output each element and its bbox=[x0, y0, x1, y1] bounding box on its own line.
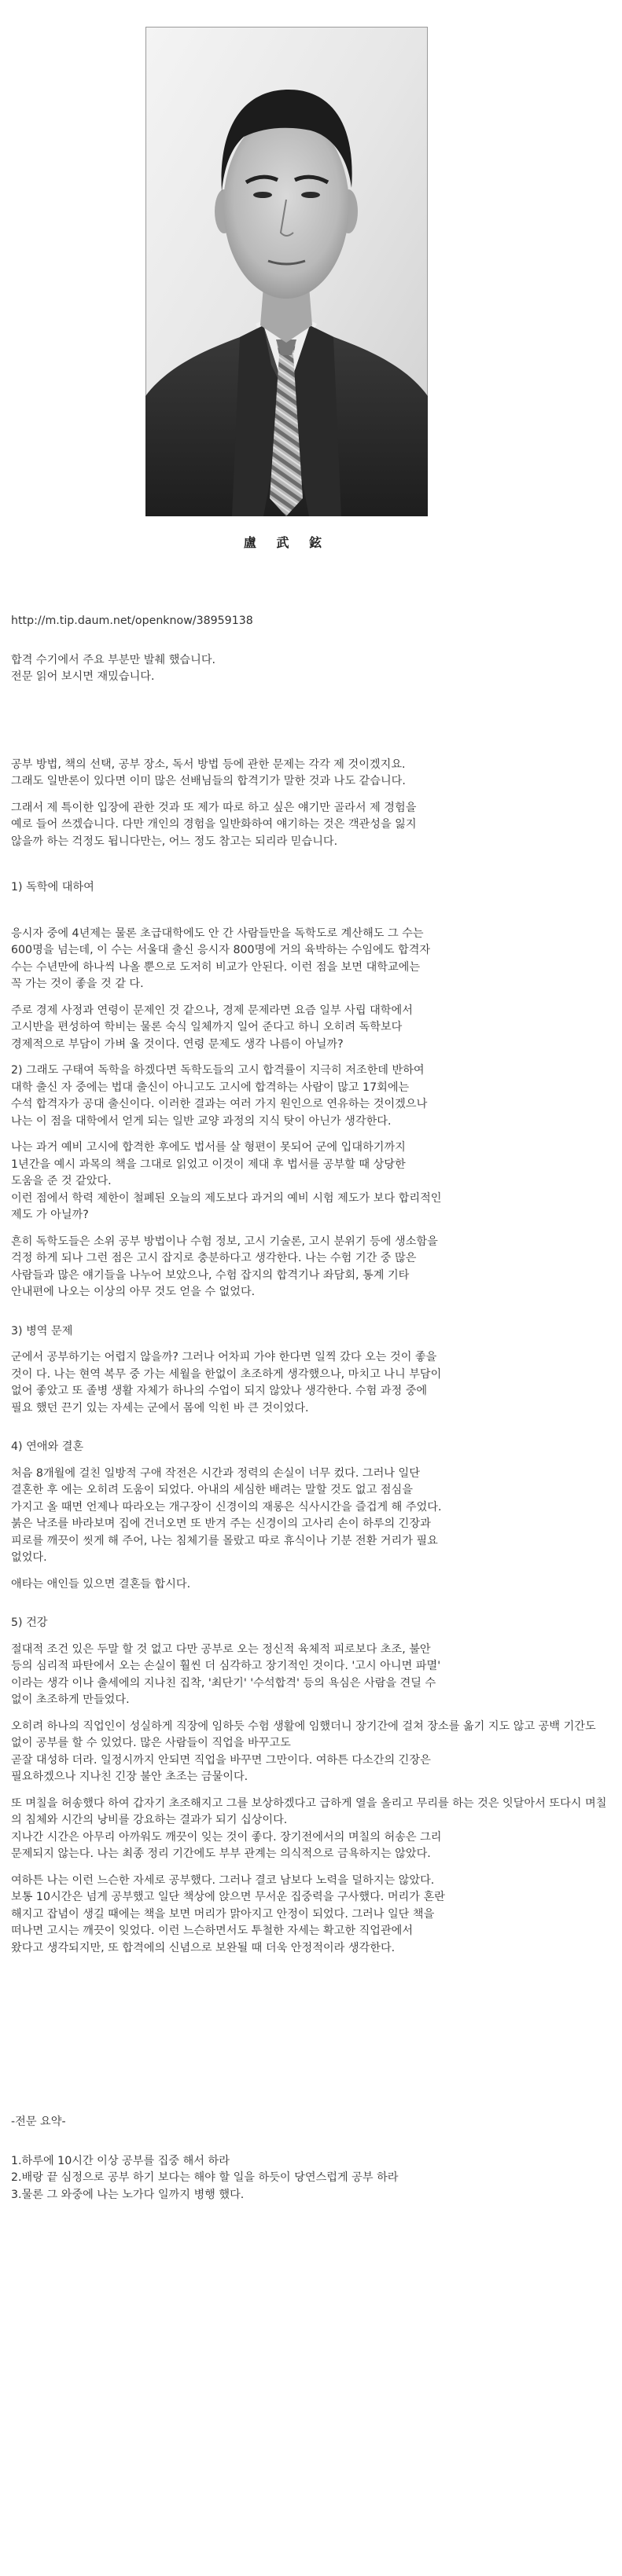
paragraph-method: 공부 방법, 책의 선택, 공부 장소, 독서 방법 등에 관한 문제는 각각 제 것이겠지요. 그래도 일반론이 있다면 이미 많은 선배님들의 합격기가 말한 것과 나도 같습니다. bbox=[11, 758, 406, 787]
heading-self-study: 1) 독학에 대하여 bbox=[11, 881, 94, 894]
portrait-photo bbox=[145, 27, 428, 516]
paragraph-self-study-5: 흔히 독학도들은 소위 공부 방법이나 수험 정보, 고시 기술론, 고시 분위기 등에 생소함을 걱정 하게 되나 그런 점은 고시 잡지로 충분하다고 생각한다. 나는 수험 기간 중 많은 사람들과 많은 얘기들을 나누어 보았으나, 수험 잡지의 합격기나 좌담회, 통계 기타 안내편에 나오는 이상의 아무 것도 얻을 수 없었다. bbox=[11, 1235, 438, 1298]
summary-heading: -전문 요약- bbox=[11, 2115, 66, 2128]
paragraph-self-study-4: 나는 과거 예비 고시에 합격한 후에도 법서를 살 형편이 못되어 군에 입대하기까지 1년간을 예시 과목의 책을 그대로 읽었고 이것이 제대 후 법서를 공부할 때 상당한 도움을 준 것 같았다. 이런 점에서 학력 제한이 철폐된 오늘의 제도보다 과거의 예비 시험 제도가 보다 합리적인 제도 가 아닐까? bbox=[11, 1141, 442, 1221]
paragraph-health-2: 오히려 하나의 직업인이 성실하게 직장에 임하듯 수험 생활에 임했더니 장기간에 걸쳐 장소를 옮기 지도 않고 공백 기간도 없이 공부를 할 수 있었다. 많은 사람들이 직업을 바꾸고도 곧잘 대성하 더라. 일정시까지 안되면 직업을 바꾸면 그만이다. 여하튼 다소간의 긴장은 필요하겠으나 지나친 긴장 불안 초조는 금물이다. bbox=[11, 1719, 596, 1783]
source-link[interactable]: http://m.tip.daum.net/openknow/38959138 bbox=[11, 615, 253, 627]
summary-item: 2.배랑 끝 심정으로 공부 하기 보다는 해야 할 일을 하듯이 당연스럽게 공부 하라 bbox=[11, 2171, 399, 2184]
paragraph-health-1: 절대적 조건 있은 두말 할 것 없고 다만 공부로 오는 정신적 육체적 피로보다 초조, 불안 등의 심리적 파탄에서 오는 손실이 훨씬 더 심각하고 장기적인 것이다. '고시 아니면 파멸' 이라는 생각 이나 출세에의 지나친 집착, '최단기' '수석합격' 등의 욕심은 사람을 견딜 수 없이 초조하게 만들었다. bbox=[11, 1642, 441, 1706]
paragraph-health-4: 여하튼 나는 이런 느슨한 자세로 공부했다. 그러나 결코 남보다 노력을 덜하지는 않았다. 보통 10시간은 넘게 공부했고 일단 책상에 앉으면 무서운 집중력을 구사했다. 머리가 혼란 해지고 잡념이 생길 때에는 책을 보면 머리가 맑아지고 안정이 되었다. 그러나 일단 책을 떠나면 고시는 깨끗이 잊었다. 이런 느슨하면서도 투철한 자세는 확고한 직업관에서 왔다고 생각되지만, 또 합격에의 신념으로 보완될 때 더욱 안정적이라 생각한다. bbox=[11, 1873, 445, 1954]
heading-health: 5) 건강 bbox=[11, 1616, 48, 1629]
article-body bbox=[11, 613, 609, 2204]
heading-military: 3) 병역 문제 bbox=[11, 1324, 73, 1338]
heading-marriage: 4) 연애와 결혼 bbox=[11, 1440, 84, 1453]
paragraph-self-study-3: 2) 그래도 구태여 독학을 하겠다면 독학도들의 고시 합격률이 지극히 저조한데 반하여 대학 출신 자 중에는 법대 출신이 아니고도 고시에 합격하는 사람이 많고 17회에는 수석 합격자가 공대 출신이다. 이러한 결과는 여러 가지 원인으로 연유하는 것이겠으나 나는 이 점을 대학에서 얻게 되는 일반 교양 과정의 지식 탓이 아닌가 생각한다. bbox=[11, 1064, 428, 1128]
paragraph-military: 군에서 공부하기는 어렵지 않을까? 그러나 어차피 가야 한다면 일찍 갔다 오는 것이 좋을 것이 다. 나는 현역 복무 중 가는 세월을 한없이 초조하게 생각했으나, 마치고 나니 부담이 없어 좋았고 또 졸병 생활 자체가 하나의 수업이 되지 않았나 생각한다. 수험 과정 중에 필요 했던 끈기 있는 자세는 군에서 몸에 익힌 바 큰 것이었다. bbox=[11, 1351, 442, 1415]
summary-item: 1.하루에 10시간 이상 공부를 집중 해서 하라 bbox=[11, 2154, 230, 2167]
paragraph-special: 그래서 제 특이한 입장에 관한 것과 또 제가 따로 하고 싶은 얘기만 골라서 제 경험을 예로 들어 쓰겠습니다. 다만 개인의 경험을 일반화하여 얘기하는 것은 객관성을 잃지 않을까 하는 걱정도 됩니다만는, 어느 정도 참고는 되리라 믿습니다. bbox=[11, 801, 417, 848]
paragraph-self-study-1: 응시자 중에 4년제는 물론 초급대학에도 안 간 사람들만을 독학도로 계산해도 그 수는 600명을 넘는데, 이 수는 서울대 출신 응시자 800명에 거의 육박하는 수임에도 합격자 수는 수년만에 하나씩 나올 뿐으로 도저히 비교가 안된다. 이런 점을 보면 대학교에는 꼭 가는 것이 좋을 것 같 다. bbox=[11, 927, 431, 990]
paragraph-health-3: 또 며칠을 허송했다 하여 갑자기 초조해지고 그를 보상하겠다고 급하게 열을 올리고 무리를 하는 것은 잇달아서 또다시 며칠의 침체와 시간의 낭비를 강요하는 결과가 되기 십상이다. 지나간 시간은 아무리 아까워도 깨끗이 잊는 것이 좋다. 장기전에서의 며칠의 허송은 그리 문제되지 않는다. 나는 최종 정리 기간에도 부부 관계는 의식적으로 금욕하지는 않았다. bbox=[11, 1796, 607, 1860]
photo-caption: 盧 武 鉉 bbox=[243, 535, 330, 550]
paragraph-self-study-2: 주로 경제 사정과 연령이 문제인 것 같으나, 경제 문제라면 요즘 일부 사립 대학에서 고시반을 편성하여 학비는 물론 숙식 일체까지 일어 준다고 하니 오히려 독학보다 경제적으로 부담이 가벼 울 것이다. 연령 문제도 생각 나름이 아닐까? bbox=[11, 1004, 413, 1051]
summary-item: 3.물론 그 와중에 나는 노가다 일까지 병행 했다. bbox=[11, 2188, 245, 2201]
paragraph-marriage-2: 애타는 애인들 있으면 결혼들 합시다. bbox=[11, 1577, 191, 1591]
intro-text: 합격 수기에서 주요 부분만 발췌 했습니다. 전문 읽어 보시면 재밌습니다. bbox=[11, 653, 216, 683]
paragraph-marriage-1: 처음 8개월에 걸친 일방적 구애 작전은 시간과 정력의 손실이 너무 컸다. 그러나 일단 결혼한 후 에는 오히려 도움이 되었다. 아내의 세심한 배려는 말할 것도 없고 점심을 가지고 올 때면 언제나 따라오는 개구장이 신경이의 재롱은 식사시간을 즐겁게 해 주었다. 붉은 낙조를 바라보며 집에 건너오면 또 반겨 주는 신경이의 고사리 손이 하루의 긴장과 피로를 깨끗이 씻게 해 주어, 나는 침체기를 몰랐고 따로 휴식이나 기분 전환 거리가 필요 없었다. bbox=[11, 1466, 442, 1564]
